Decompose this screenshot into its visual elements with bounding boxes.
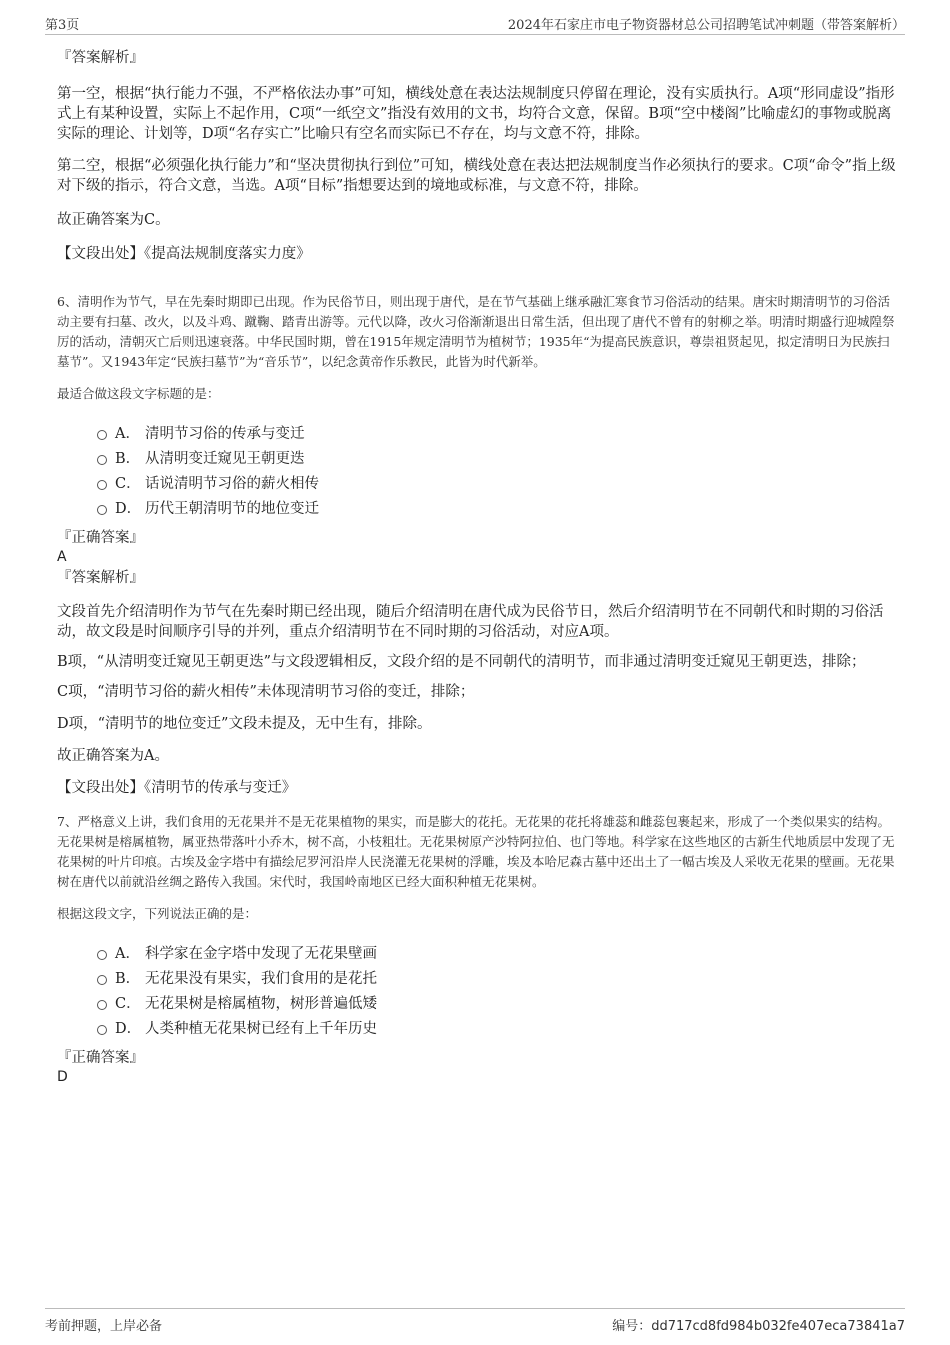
footer-slogan: 考前押题，上岸必备 [45,1319,163,1334]
analysis-paragraph: 第一空，根据“执行能力不强，不严格依法办事”可知，横线处意在表达法规制度只停留在理论，没有实质执行。A项“形同虚设”指形式上有某种设置，实际上不起作用，C项“一纸空文”指没有效用的文书，均符合文意，保留。B项“空中楼阁”比喻虚幻的事物或脱离实际的理论、计划等，D项“名存实亡”比喻只有空名而实际已不存在，均与文意不符，排除。 [57,86,895,142]
options-list [57,422,897,522]
answer-label: 『正确答案』 [57,530,144,546]
option-b[interactable]: B． 无花果没有果实，我们食用的是花托 [57,967,897,992]
radio-icon[interactable] [97,455,107,465]
page-number: 第3页 [45,18,80,33]
option-b[interactable]: B． 从清明变迁窥见王朝更迭 [57,447,897,472]
radio-icon[interactable] [97,1025,107,1035]
document-code: 编号：dd717cd8fd984b032fe407eca73841a7 [612,1319,905,1334]
page-header [45,14,905,35]
document-title: 2024年石家庄市电子物资器材总公司招聘笔试冲刺题（带答案解析） [507,18,905,33]
analysis-label: 『答案解析』 [57,50,144,66]
analysis-paragraph: C项，“清明节习俗的薪火相传”未体现清明节习俗的变迁，排除； [57,684,475,700]
analysis-paragraph: D项，“清明节的地位变迁”文段未提及，无中生有，排除。 [57,716,432,732]
radio-icon[interactable] [97,975,107,985]
radio-icon[interactable] [97,950,107,960]
analysis-paragraph: 文段首先介绍清明作为节气在先秦时期已经出现，随后介绍清明在唐代成为民俗节日，然后介绍清明节在不同朝代和时期的习俗活动，故文段是时间顺序引导的并列，重点介绍清明节在不同时期的习俗活动，对应A项。 [57,604,884,640]
analysis-paragraph: 第二空，根据“必须强化执行能力”和“坚决贯彻执行到位”可知，横线处意在表达把法规制度当作必须执行的要求。C项“命令”指上级对下级的指示，符合文意，当选。A项“目标”指想要达到的境地或标准，与文意不符，排除。 [57,158,896,194]
source-citation: 【文段出处】《提高法规制度落实力度》 [57,246,311,262]
question-stem: 6、清明作为节气，早在先秦时期即已出现。作为民俗节日，则出现于唐代，是在节气基础上继承融汇寒食节习俗活动的结果。唐宋时期清明节的习俗活动主要有扫墓、改火，以及斗鸡、蹴鞠、踏青出游等。元代以降，改火习俗渐渐退出日常生活，但出现了唐代不曾有的射柳之举。明清时期盛行迎城隍祭厉的活动，清朝灭亡后则迅速衰落。中华民国时期，曾在1915年规定清明节为植树节；1935年“为提高民族意识，尊崇祖贤起见，拟定清明日为民族扫墓节”。又1943年定“民族扫墓节”为“音乐节”，以纪念黄帝作乐教民，此皆为时代新举。 [57,294,895,369]
option-d[interactable]: D． 人类种植无花果树已经有上千年历史 [57,1017,897,1042]
option-a[interactable]: A． 科学家在金字塔中发现了无花果壁画 [57,942,897,967]
question-prompt: 根据这段文字，下列说法正确的是： [57,906,258,921]
question-prompt: 最适合做这段文字标题的是： [57,386,220,401]
analysis-label: 『答案解析』 [57,570,144,586]
source-citation: 【文段出处】《清明节的传承与变迁》 [57,780,297,796]
analysis-paragraph: B项，“从清明变迁窥见王朝更迭”与文段逻辑相反，文段介绍的是不同朝代的清明节，而非通过清明变迁窥见王朝更迭，排除； [57,654,866,670]
radio-icon[interactable] [97,430,107,440]
options-list [57,942,897,1042]
correct-answer: A [57,549,67,565]
correct-answer: D [57,1069,68,1085]
conclusion: 故正确答案为C。 [57,212,170,228]
option-c[interactable]: C． 话说清明节习俗的薪火相传 [57,472,897,497]
question-stem: 7、严格意义上讲，我们食用的无花果并不是无花果植物的果实，而是膨大的花托。无花果的花托将雄蕊和雌蕊包裹起来，形成了一个类似果实的结构。无花果树是榕属植物，属亚热带落叶小乔木，树不高，小枝粗壮。无花果树原产沙特阿拉伯、也门等地。科学家在这些地区的古新生代地质层中发现了无花果树的叶片印痕。古埃及金字塔中有描绘尼罗河沿岸人民浇灌无花果树的浮雕，埃及本哈尼森古墓中还出土了一幅古埃及人采收无花果的壁画。无花果树在唐代以前就沿丝绸之路传入我国。宋代时，我国岭南地区已经大面积种植无花果树。 [57,814,895,889]
radio-icon[interactable] [97,505,107,515]
conclusion: 故正确答案为A。 [57,748,169,764]
radio-icon[interactable] [97,1000,107,1010]
page-footer [45,1308,905,1333]
radio-icon[interactable] [97,480,107,490]
option-c[interactable]: C． 无花果树是榕属植物，树形普遍低矮 [57,992,897,1017]
option-d[interactable]: D． 历代王朝清明节的地位变迁 [57,497,897,522]
answer-label: 『正确答案』 [57,1050,144,1066]
option-a[interactable]: A． 清明节习俗的传承与变迁 [57,422,897,447]
page-content [57,44,897,1086]
